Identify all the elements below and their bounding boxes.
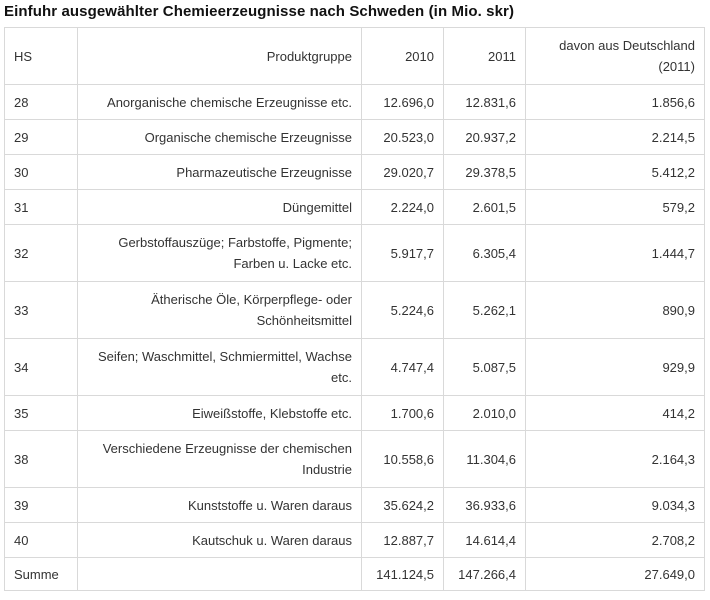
value-2011: 36.933,6	[444, 488, 526, 523]
value-germany: 2.164,3	[526, 431, 705, 488]
value-2011: 14.614,4	[444, 523, 526, 558]
hs-code: 39	[5, 488, 78, 523]
value-2011: 2.601,5	[444, 190, 526, 225]
header-2010: 2010	[362, 28, 444, 85]
product-group-line: Kunststoffe u. Waren daraus	[187, 497, 352, 513]
hs-code: 40	[5, 523, 78, 558]
product-group	[78, 523, 362, 558]
imports-table	[4, 27, 705, 591]
product-group-line: Industrie	[302, 462, 352, 477]
table-row	[5, 431, 705, 488]
table-title: Einfuhr ausgewählter Chemieerzeugnisse nach Schweden (in Mio. skr)	[4, 3, 515, 20]
product-group	[78, 225, 362, 282]
product-group	[78, 488, 362, 523]
product-group-line: Farben u. Lacke etc.	[233, 256, 352, 271]
product-group-line: etc.	[331, 370, 352, 385]
value-germany: 2.708,2	[526, 523, 705, 558]
value-2010: 10.558,6	[362, 431, 444, 488]
table-row	[5, 523, 705, 558]
value-germany: 9.034,3	[526, 488, 705, 523]
table-row	[5, 190, 705, 225]
value-2010: 12.696,0	[362, 85, 444, 120]
value-2011: 6.305,4	[444, 225, 526, 282]
value-2010: 35.624,2	[362, 488, 444, 523]
table-row	[5, 339, 705, 396]
header-row	[5, 28, 705, 85]
table-row	[5, 225, 705, 282]
hs-code: 30	[5, 155, 78, 190]
header-germany-share	[526, 28, 705, 85]
value-2010: 1.700,6	[362, 396, 444, 431]
total-label: Summe	[5, 558, 78, 591]
product-group	[78, 190, 362, 225]
product-group-line: Gerbstoffauszüge; Farbstoffe, Pigmente;	[118, 235, 352, 250]
value-2010: 20.523,0	[362, 120, 444, 155]
total-2010: 141.124,5	[362, 558, 444, 591]
hs-code: 32	[5, 225, 78, 282]
value-germany: 1.856,6	[526, 85, 705, 120]
total-germany: 27.649,0	[526, 558, 705, 591]
value-germany: 2.214,5	[526, 120, 705, 155]
value-germany: 414,2	[526, 396, 705, 431]
hs-code: 35	[5, 396, 78, 431]
value-germany: 5.412,2	[526, 155, 705, 190]
header-product-group: Produktgruppe	[78, 28, 362, 85]
value-germany: 890,9	[526, 282, 705, 339]
product-group-line: Organische chemische Erzeugnisse	[144, 129, 352, 145]
total-2011: 147.266,4	[444, 558, 526, 591]
product-group	[78, 431, 362, 488]
value-2011: 5.262,1	[444, 282, 526, 339]
hs-code: 28	[5, 85, 78, 120]
value-2011: 11.304,6	[444, 431, 526, 488]
table-row	[5, 396, 705, 431]
header-hs: HS	[5, 28, 78, 85]
value-2011: 2.010,0	[444, 396, 526, 431]
table-row	[5, 155, 705, 190]
header-germany-line1: davon aus Deutschland	[559, 38, 695, 53]
hs-code: 29	[5, 120, 78, 155]
hs-code: 38	[5, 431, 78, 488]
product-group	[78, 85, 362, 120]
header-germany-line2: (2011)	[658, 59, 695, 74]
value-germany: 929,9	[526, 339, 705, 396]
product-group-line: Seifen; Waschmittel, Schmiermittel, Wachse	[97, 349, 352, 364]
table-row	[5, 282, 705, 339]
value-2010: 12.887,7	[362, 523, 444, 558]
product-group	[78, 155, 362, 190]
product-group	[78, 396, 362, 431]
value-2010: 5.917,7	[362, 225, 444, 282]
product-group-line: Eiweißstoffe, Klebstoffe etc.	[192, 405, 352, 421]
product-group-line: Verschiedene Erzeugnisse der chemischen	[102, 441, 352, 456]
product-group-line: Kautschuk u. Waren daraus	[192, 532, 352, 548]
hs-code: 33	[5, 282, 78, 339]
product-group-line: Pharmazeutische Erzeugnisse	[176, 164, 352, 180]
product-group-line: Ätherische Öle, Körperpflege- oder	[151, 292, 352, 307]
product-group-line: Anorganische chemische Erzeugnisse etc.	[107, 94, 352, 110]
value-2011: 29.378,5	[444, 155, 526, 190]
value-2011: 5.087,5	[444, 339, 526, 396]
value-2010: 2.224,0	[362, 190, 444, 225]
hs-code: 34	[5, 339, 78, 396]
table-row	[5, 85, 705, 120]
product-group	[78, 120, 362, 155]
table-row	[5, 488, 705, 523]
value-2011: 12.831,6	[444, 85, 526, 120]
value-germany: 1.444,7	[526, 225, 705, 282]
value-2010: 4.747,4	[362, 339, 444, 396]
value-2010: 29.020,7	[362, 155, 444, 190]
total-empty	[78, 558, 362, 591]
product-group	[78, 339, 362, 396]
value-2010: 5.224,6	[362, 282, 444, 339]
table-row	[5, 120, 705, 155]
product-group-line: Düngemittel	[282, 199, 352, 215]
product-group	[78, 282, 362, 339]
value-2011: 20.937,2	[444, 120, 526, 155]
hs-code: 31	[5, 190, 78, 225]
value-germany: 579,2	[526, 190, 705, 225]
total-row	[5, 558, 705, 591]
header-2011: 2011	[444, 28, 526, 85]
product-group-line: Schönheitsmittel	[256, 313, 352, 328]
